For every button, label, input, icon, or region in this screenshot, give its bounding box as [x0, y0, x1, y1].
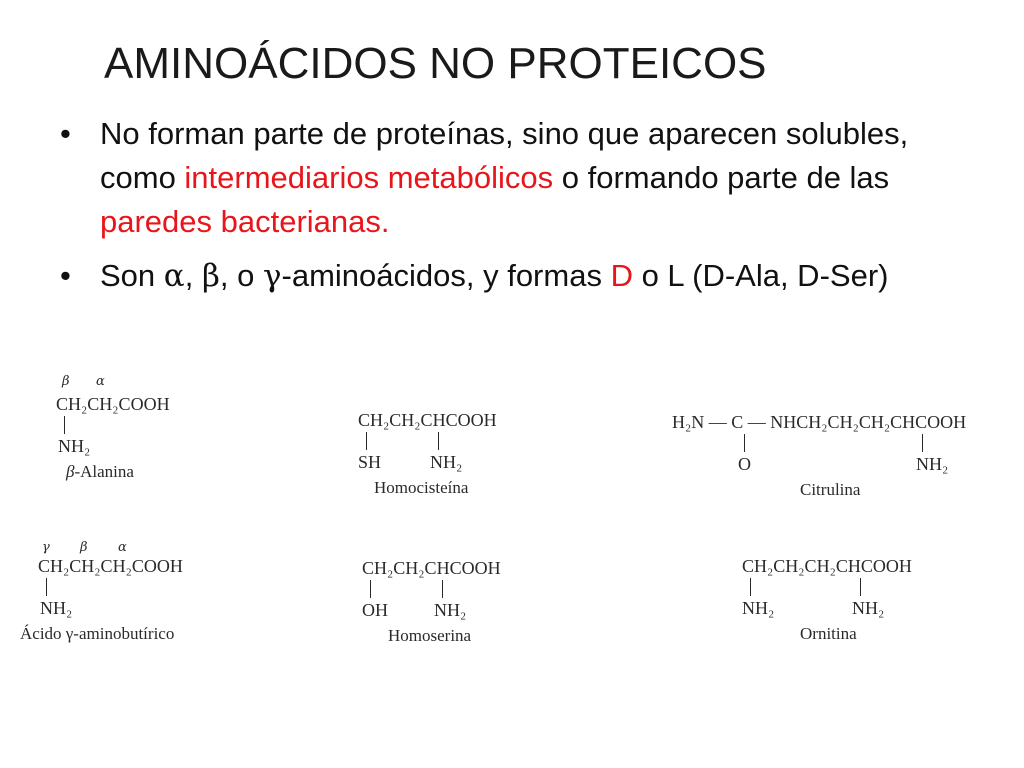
bond-line [744, 434, 745, 452]
formula-group-2: NH₂ [852, 598, 885, 618]
bullet-item-1 [60, 112, 990, 244]
molecule-homocisteina [358, 410, 558, 500]
bond-line [750, 578, 751, 596]
molecule-gaba [20, 540, 250, 650]
formula-group-2: NH₂ [430, 452, 463, 472]
beta-marker: β [80, 540, 88, 555]
bullet-2-text-b: , [184, 258, 202, 293]
bond-line [366, 432, 367, 450]
bond-line [442, 580, 443, 598]
bullet-list [60, 112, 990, 308]
formula-group-2: NH₂ [434, 600, 467, 620]
molecule-citrulina [672, 412, 1012, 502]
formula-chain: CH₂CH₂CH₂COOH [38, 556, 183, 576]
formula-chain: CH₂CH₂COOH [56, 394, 170, 414]
formula-group-1: OH [362, 600, 388, 620]
gamma-symbol: γ [262, 258, 282, 294]
formula-group: NH₂ [40, 598, 73, 618]
formula-group-2: NH₂ [916, 454, 949, 474]
bullet-1-text-a: No forman parte de proteínas, sino que aparecen solubles, como [100, 116, 909, 195]
molecule-ornitina [742, 556, 982, 646]
formula-group: NH₂ [58, 436, 91, 456]
beta-marker: β [62, 374, 70, 389]
bullet-2-text-d: -aminoácidos, y formas [281, 258, 611, 293]
bond-line [64, 416, 65, 434]
formula-chain: CH₂CH₂CHCOOH [362, 558, 501, 578]
alpha-symbol: α [163, 258, 185, 294]
alpha-marker: α [118, 540, 127, 555]
bullet-2-text-e: o L (D-Ala, D-Ser) [632, 258, 889, 293]
formula-group-1: NH₂ [742, 598, 775, 618]
bullet-item-2 [60, 254, 990, 298]
bond-line [860, 578, 861, 596]
bullet-2-highlight-d: D [610, 258, 633, 293]
molecule-name: Homoserina [388, 626, 472, 645]
molecule-name: Homocisteína [374, 478, 469, 497]
molecule-name [20, 624, 174, 644]
slide-title: AMINOÁCIDOS NO PROTEICOS [104, 39, 767, 88]
bullet-2-text-c: , o [219, 258, 263, 293]
bond-line [922, 434, 923, 452]
bullet-dot: • [60, 116, 71, 151]
molecule-name: Ornitina [800, 624, 857, 643]
molecule-beta-alanina [56, 372, 236, 492]
bond-line [438, 432, 439, 450]
name-prefix: β- [66, 462, 81, 481]
name-text: Alanina [80, 462, 134, 481]
formula-chain: CH₂CH₂CHCOOH [358, 410, 497, 430]
bullet-dot: • [60, 258, 71, 293]
bullet-2-text-a: Son [100, 258, 164, 293]
name-part-b: γ-aminobutírico [65, 624, 175, 643]
gamma-marker: γ [42, 540, 50, 555]
bond-line [46, 578, 47, 596]
bullet-1-highlight-metabolicos: intermediarios metabólicos [184, 160, 554, 195]
bullet-1-highlight-paredes: paredes bacterianas. [100, 204, 390, 239]
formula-group-1: O [738, 454, 751, 474]
name-part-a: Ácido [20, 624, 62, 643]
bullet-1-text-b: o formando parte de las [553, 160, 890, 195]
molecule-homoserina [362, 558, 562, 648]
formula-chain: H₂N — C — NHCH₂CH₂CH₂CHCOOH [672, 412, 967, 432]
molecule-name: Citrulina [800, 480, 861, 499]
alpha-marker: α [96, 374, 105, 389]
formula-chain: CH₂CH₂CH₂CHCOOH [742, 556, 912, 576]
molecule-name [66, 462, 134, 482]
formula-group-1: SH [358, 452, 382, 472]
beta-symbol: β [201, 258, 220, 294]
bond-line [370, 580, 371, 598]
